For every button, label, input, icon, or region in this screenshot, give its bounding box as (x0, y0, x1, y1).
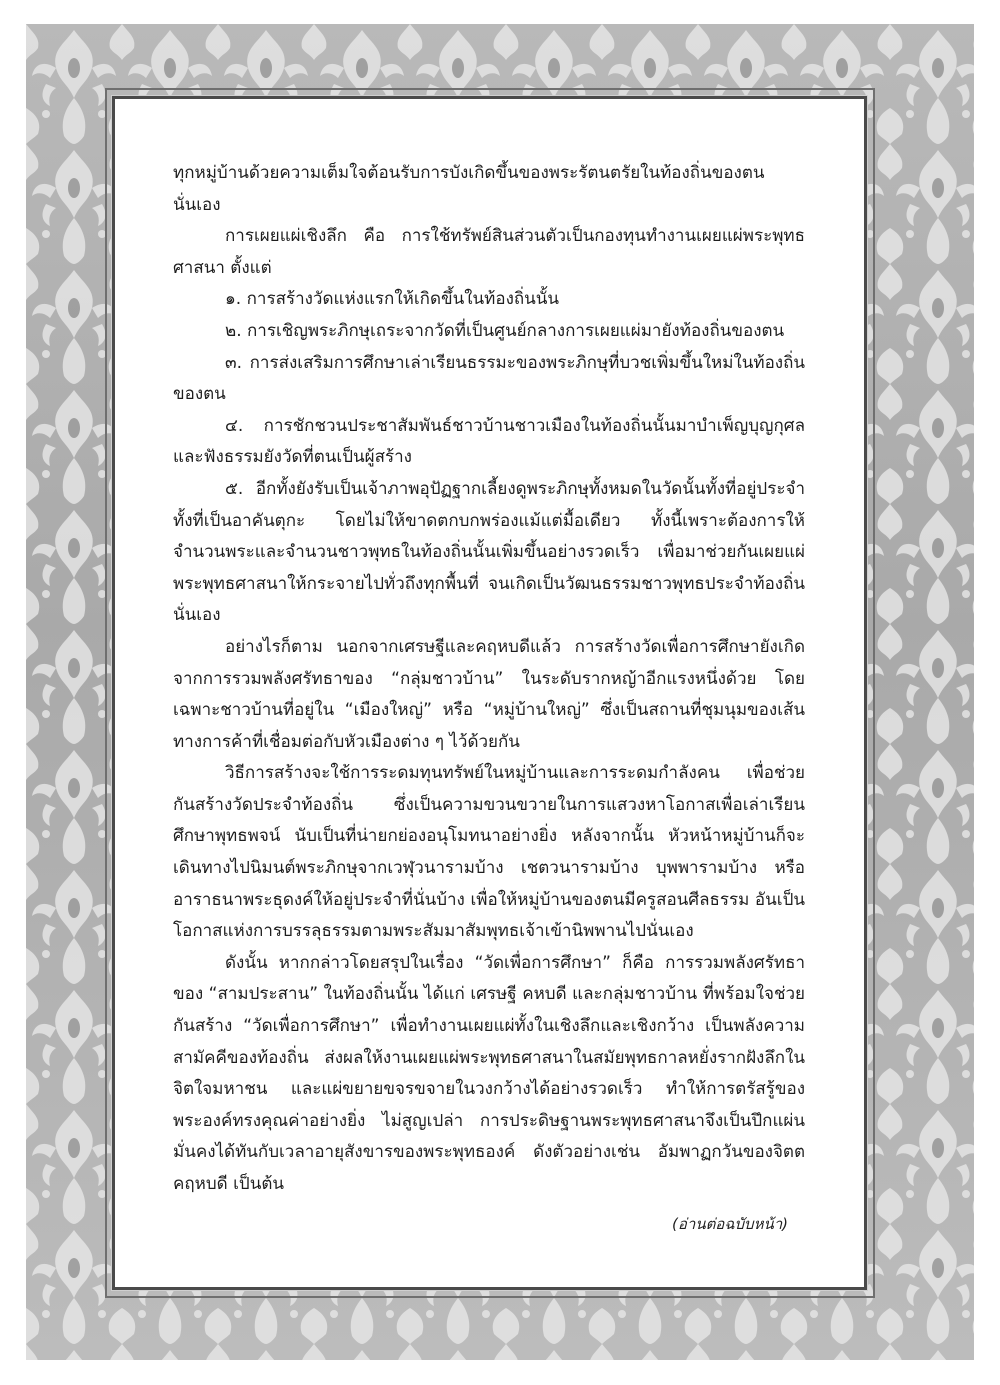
paragraph-method: วิธีการสร้างจะใช้การระดมทุนทรัพย์ในหมู่บ้านและการระดมกำลังคน เพื่อช่วยกันสร้างวัดประจำท้องถิ่น ซึ่งเป็นความขวนขวายในการแสวงหาโอกาสเพื่อเล่าเรียนศึกษาพุทธพจน์ นับเป็นที่น่ายกย่องอนุโมทนาอย่างยิ่ง หลังจากนั้น หัวหน้าหมู่บ้านก็จะเดินทางไปนิมนต์พระภิกษุจากเวฬุวนารามบ้าง เชตวนารามบ้าง บุพพารามบ้าง หรืออาราธนาพระธุดงค์ให้อยู่ประจำที่นั่นบ้าง เพื่อให้หมู่บ้านของตนมีครูสอนศีลธรรม อันเป็นโอกาสแห่งการบรรลุธรรมตามพระสัมมาสัมพุทธเจ้าเข้านิพพานไปนั่นเอง (173, 763, 805, 942)
article-body (173, 158, 805, 1201)
paragraph-villagers: อย่างไรก็ตาม นอกจากเศรษฐีและคฤหบดีแล้ว การสร้างวัดเพื่อการศึกษายังเกิดจากการรวมพลังศรัทธาของ “กลุ่มชาวบ้าน” ในระดับรากหญ้าอีกแรงหนึ่งด้วย โดยเฉพาะชาวบ้านที่อยู่ใน “เมืองใหญ่” หรือ “หมู่บ้านใหญ่” ซึ่งเป็นสถานที่ชุมนุมของเส้นทางการค้าที่เชื่อมต่อกับหัวเมืองต่าง ๆ ไว้ด้วยกัน (173, 636, 805, 752)
paragraph-summary: ดังนั้น หากกล่าวโดยสรุปในเรื่อง “วัดเพื่อการศึกษา” ก็คือ การรวมพลังศรัทธาของ “สามประสาน” ในท้องถิ่นนั้น ได้แก่ เศรษฐี คหบดี และกลุ่มชาวบ้าน ที่พร้อมใจช่วยกันสร้าง “วัดเพื่อการศึกษา” เพื่อทำงานเผยแผ่ทั้งในเชิงลึกและเชิงกว้าง เป็นพลังความสามัคคีของท้องถิ่น ส่งผลให้งานเผยแผ่พระพุทธศาสนาในสมัยพุทธกาลหยั่งรากฝังลึกในจิตใจมหาชน และแผ่ขยายขจรขจายในวงกว้างได้อย่างรวดเร็ว ทำให้การตรัสรู้ของพระองค์ทรงคุณค่าอย่างยิ่ง ไม่สูญเปล่า การประดิษฐานพระพุทธศาสนาจึงเป็นปึกแผ่นมั่นคงได้ทันกับเวลาอายุสังขารของพระพุทธองค์ ดังตัวอย่างเช่น อัมพาฏกวันของจิตตคฤหบดี เป็นต้น (173, 952, 805, 1194)
list-item-3: ๓. การส่งเสริมการศึกษาเล่าเรียนธรรมะของพระภิกษุที่บวชเพิ่มขึ้นใหม่ในท้องถิ่นของตน (173, 352, 805, 405)
continue-next-issue-note: (อ่านต่อฉบับหน้า) (672, 1215, 788, 1233)
list-item-4: ๔. การชักชวนประชาสัมพันธ์ชาวบ้านชาวเมืองในท้องถิ่นนั้นมาบำเพ็ญบุญกุศลและฟังธรรมยังวัดที่ตนเป็นผู้สร้าง (173, 415, 805, 468)
list-item-5: ๕. อีกทั้งยังรับเป็นเจ้าภาพอุปัฏฐากเลี้ยงดูพระภิกษุทั้งหมดในวัดนั้นทั้งที่อยู่ประจำทั้งที่เป็นอาคันตุกะ โดยไม่ให้ขาดตกบกพร่องแม้แต่มื้อเดียว ทั้งนี้เพราะต้องการให้จำนวนพระและจำนวนชาวพุทธในท้องถิ่นนั้นเพิ่มขึ้นอย่างรวดเร็ว เพื่อมาช่วยกันเผยแผ่พระพุทธศาสนาให้กระจายไปทั่วถึงทุกพื้นที่ จนเกิดเป็นวัฒนธรรมชาวพุทธประจำท้องถิ่นนั่นเอง (173, 478, 805, 626)
list-item-1: ๑. การสร้างวัดแห่งแรกให้เกิดขึ้นในท้องถิ่นนั้น (225, 289, 560, 310)
list-item-2: ๒. การเชิญพระภิกษุเถระจากวัดที่เป็นศูนย์กลางการเผยแผ่มายังท้องถิ่นของตน (225, 320, 785, 341)
paragraph-deep-propagation: การเผยแผ่เชิงลึก คือ การใช้ทรัพย์สินส่วนตัวเป็นกองทุนทำงานเผยแผ่พระพุทธศาสนา ตั้งแต่ (173, 226, 805, 278)
paragraph-continuation: ทุกหมู่บ้านด้วยความเต็มใจต้อนรับการบังเกิดขึ้นของพระรัตนตรัยในท้องถิ่นของตนนั่นเอง (173, 163, 765, 215)
